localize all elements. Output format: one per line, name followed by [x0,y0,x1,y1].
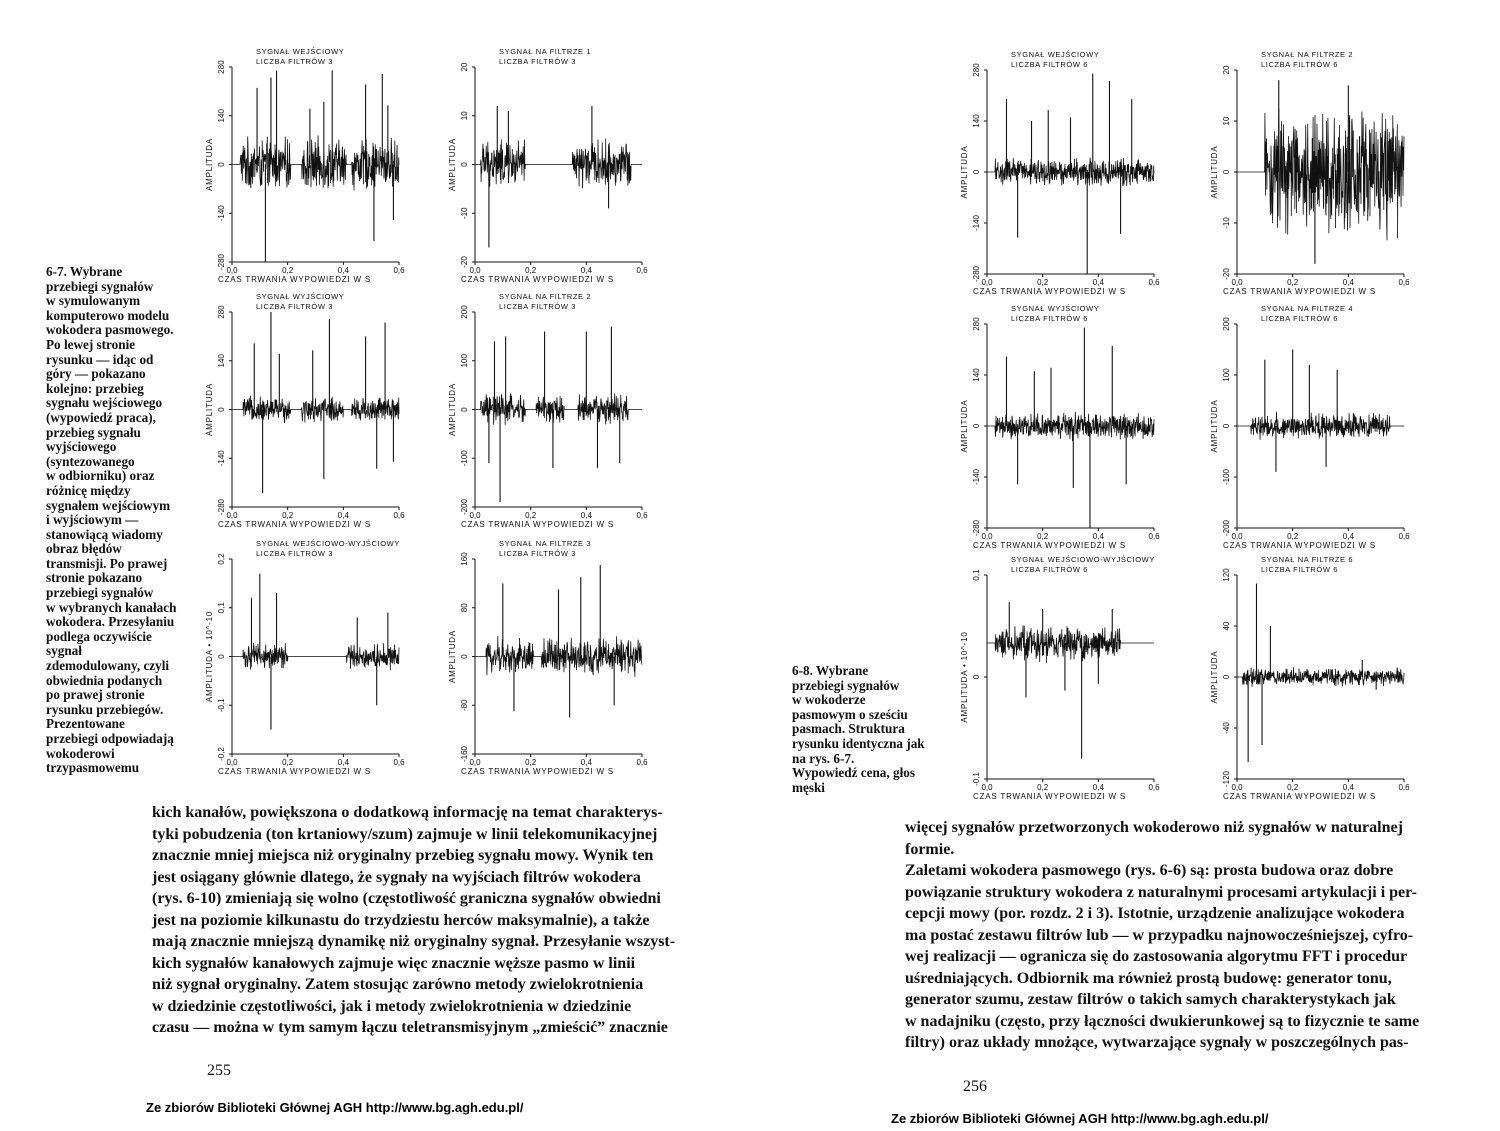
x-axis-label: CZAS TRWANIA WYPOWIEDZI W S [1223,287,1377,296]
y-axis-label: AMPLITUDA [448,630,457,683]
library-footer-right: Ze zbiorów Biblioteki Głównej AGH http://www.bg.agh.edu.pl/ [891,1111,1269,1126]
y-tick-label: -160 [460,745,469,763]
chart-title-line: LICZBA FILTRÓW 6 [1261,565,1338,574]
figure-caption-6-8: 6-8. Wybrane przebiegi sygnałów w wokoderze pasmowym o sześciu pasmach. Struktura rysunku identyczna jak na rys. 6-7. Wypowiedź cena, głos męski [792,663,925,795]
y-tick-label: 10 [1222,116,1231,126]
y-tick-label: -80 [460,699,469,712]
y-tick-label: 140 [972,368,981,382]
y-tick-label: 0 [1222,423,1231,429]
body-paragraph-right: więcej sygnałów przetworzonych wokoderowo niż sygnałów w naturalnej formie. Zaletami wokodera pasmowego (rys. 6-6) są: prosta budowa oraz dobre powiązanie struktury wokodera z naturalnymi procesami artykulacji i per- cepcji mowy (por. rozdz. 2 i 3). Istotnie, urządzenie analizujące wokodera ma postać zestawu filtrów lub — w przypadku najnowocześniejszej, cyfro- wej realizacji — ogranicza się do zastosowania algorytmu FFT i procedur uśredniających. Odbiornik ma również prostą budowę: generator tonu, generator szumu, zestaw filtrów o takich samych charakterystykach jak w nadajniku (często, przy łączności dwukierunkowej są to fizycznie te same filtry) oraz układy mnożące, wytwarzające sygnały w poszczególnych pas- [905,819,1420,1051]
y-tick-label: 0 [972,674,981,680]
y-tick-label: 0 [460,407,469,412]
x-tick-label: 0,6 [393,511,405,520]
y-tick-label: 140 [972,114,981,128]
x-tick-label: 0,6 [1398,278,1410,287]
x-tick-label: 0,4 [337,511,349,520]
chart-title-line: SYGNAŁ NA FILTRZE 3 [499,539,592,548]
x-tick-label: 0,4 [1092,783,1104,792]
chart-input-signal-3-filters [200,45,405,288]
y-tick-label: -280 [972,265,981,283]
y-tick-label: -100 [1222,468,1231,486]
y-tick-label: 0,1 [217,602,226,614]
y-tick-label: 0 [1222,674,1231,680]
y-axis-label: AMPLITUDA [448,138,457,191]
x-axis-label: CZAS TRWANIA WYPOWIEDZI W S [461,520,615,529]
chart-filter-2-signal-3-filters [443,290,648,533]
y-tick-label: 0 [460,654,469,659]
x-tick-label: 0,2 [282,758,294,767]
chart-title-line: SYGNAŁ WEJŚCIOWO-WYJŚCIOWY [256,539,400,548]
y-tick-label: -140 [972,214,981,232]
y-tick-label: 140 [217,354,226,368]
y-tick-label: 120 [1222,568,1231,582]
chart-title-line: SYGNAŁ WEJŚCIOWY [1011,50,1100,59]
x-tick-label: 0,0 [469,758,481,767]
x-tick-label: 0,0 [981,783,993,792]
chart-title-line: LICZBA FILTRÓW 6 [1261,60,1338,69]
x-tick-label: 0,4 [337,758,349,767]
right-page [750,0,1500,1131]
y-tick-label: -200 [1222,519,1231,537]
y-tick-label: -100 [460,450,469,467]
x-axis-label: CZAS TRWANIA WYPOWIEDZI W S [218,767,372,776]
chart-title-line: SYGNAŁ NA FILTRZE 4 [1261,304,1354,313]
x-axis-label: CZAS TRWANIA WYPOWIEDZI W S [461,767,615,776]
y-tick-label: 20 [460,62,469,72]
y-tick-label: 280 [972,317,981,331]
y-tick-label: 280 [217,60,226,74]
y-tick-label: -10 [460,207,469,220]
waveform-trace [232,396,399,423]
y-tick-label: -280 [972,519,981,537]
x-tick-label: 0,2 [1037,783,1049,792]
x-tick-label: 0,2 [1287,532,1299,541]
x-tick-label: 0,0 [1231,278,1243,287]
y-tick-label: -280 [217,498,226,516]
x-tick-label: 0,6 [393,266,405,275]
chart-title-line: LICZBA FILTRÓW 6 [1011,314,1088,323]
y-axis-label: AMPLITUDA [1210,650,1219,704]
x-axis-label: CZAS TRWANIA WYPOWIEDZI W S [1223,541,1377,550]
x-tick-label: 0,0 [469,266,481,275]
y-axis-label: AMPLITUDA [960,399,969,453]
x-tick-label: 0,0 [469,511,481,520]
chart-filter-1-signal-3-filters [443,45,648,288]
x-tick-label: 0,6 [1398,783,1410,792]
y-tick-label: 20 [1222,65,1231,75]
chart-difference-signal-6-filters [955,553,1160,805]
y-axis-label: AMPLITUDA • 10^-10 [960,631,969,723]
y-axis-label: AMPLITUDA [960,145,969,199]
chart-title-line: LICZBA FILTRÓW 3 [256,549,333,558]
chart-title-line: LICZBA FILTRÓW 3 [499,57,576,66]
x-tick-label: 0,6 [1148,532,1160,541]
x-tick-label: 0,4 [337,266,349,275]
chart-title-line: LICZBA FILTRÓW 6 [1261,314,1338,323]
x-tick-label: 0,6 [1398,532,1410,541]
x-tick-label: 0,6 [1148,278,1160,287]
x-tick-label: 0,4 [1342,532,1354,541]
chart-filter-4-signal-6-filters [1205,302,1410,554]
y-tick-label: 0,2 [217,553,226,565]
y-axis-label: AMPLITUDA [1210,145,1219,199]
x-tick-label: 0,2 [525,266,537,275]
y-tick-label: -20 [1222,268,1231,280]
y-tick-label: -140 [217,450,226,467]
chart-difference-signal-3-filters [200,537,405,780]
x-tick-label: 0,6 [393,758,405,767]
x-tick-label: 0,6 [636,758,648,767]
y-tick-label: 0 [217,162,226,167]
y-tick-label: 10 [460,111,469,121]
chart-input-signal-6-filters [955,48,1160,300]
y-tick-label: 160 [460,552,469,566]
x-tick-label: 0,0 [1231,783,1243,792]
chart-filter-2-signal-6-filters [1205,48,1410,300]
y-tick-label: -10 [1222,217,1231,229]
figure-caption-6-7: 6-7. Wybrane przebiegi sygnałów w symulowanym komputerowo modelu wokodera pasmowego. Po lewej stronie rysunku — idąc od góry — pokazano kolejno: przebieg sygnału wejściowego (wypowiedź praca), przebieg sygnału wyjściowego (syntezowanego w odbiorniku) oraz różnicę między sygnałem wejściowym i wyjściowym — stanowiącą wiadomy obraz błędów transmisji. Po prawej stronie pokazano przebiegi sygnałów w wybranych kanałach wokodera. Przesyłaniu podlega oczywiście sygnał zdemodulowany, czyli obwiednia podanych po prawej stronie rysunku przebiegów. Prezentowane przebiegi odpowiadają wokoderowi trzypasmowemu [46,264,177,776]
page-number-left: 255 [207,1062,231,1079]
y-tick-label: -200 [460,498,469,516]
y-tick-label: 0 [217,654,226,659]
chart-title-line: LICZBA FILTRÓW 3 [499,549,576,558]
waveform-trace [987,412,1154,441]
y-tick-label: -280 [217,253,226,271]
x-tick-label: 0,2 [1037,278,1049,287]
y-tick-label: -140 [972,468,981,486]
x-tick-label: 0,2 [525,511,537,520]
library-footer-left: Ze zbiorów Biblioteki Głównej AGH http://www.bg.agh.edu.pl/ [146,1100,524,1115]
x-tick-label: 0,0 [226,511,238,520]
chart-output-signal-3-filters [200,290,405,533]
x-tick-label: 0,0 [981,532,993,541]
x-axis-label: CZAS TRWANIA WYPOWIEDZI W S [973,541,1127,550]
y-axis-label: AMPLITUDA [448,383,457,436]
x-axis-label: CZAS TRWANIA WYPOWIEDZI W S [1223,792,1377,801]
waveform-trace [475,139,642,189]
chart-title-line: LICZBA FILTRÓW 3 [256,57,333,66]
body-paragraph-left: kich kanałów, powiększona o dodatkową informację na temat charakterys- tyki pobudzenia (ton krtaniowy/szum) zajmuje w linii telekomunikacyjnej znacznie mniej miejsca niż oryginalny przebieg sygnału mowy. Wynik ten jest osiągany głównie dlatego, że sygnały na wyjściach filtrów wokodera (rys. 6-10) zmieniają się wolno (częstotliwość graniczna sygnałów obwiedni jest na poziomie kilkunastu do trzydziestu herców maksymalnie), a także mają znacznie mniejszą dynamikę niż oryginalny sygnał. Przesyłanie wszyst- kich sygnałów kanałowych zajmuje więc znacznie węższe pasmo w linii niż sygnał oryginalny. Zatem stosując zarówno metody zwielokrotnienia w dziedzinie częstotliwości, jak i metody zwielokrotnienia w dziedzinie czasu — można w tym samym łączu teletransmisyjnym „zmieścić” znacznie [152,804,676,1036]
waveform-trace [1237,108,1404,240]
x-tick-label: 0,6 [636,511,648,520]
chart-title-line: SYGNAŁ NA FILTRZE 1 [499,47,592,56]
chart-output-signal-6-filters [955,302,1160,554]
y-tick-label: 200 [460,305,469,319]
chart-title-line: SYGNAŁ WYJŚCIOWY [256,292,345,301]
x-tick-label: 0,2 [1287,278,1299,287]
x-tick-label: 0,0 [1231,532,1243,541]
x-tick-label: 0,4 [1092,532,1104,541]
x-tick-label: 0,2 [1037,532,1049,541]
x-tick-label: 0,2 [282,511,294,520]
x-tick-label: 0,6 [636,266,648,275]
y-axis-label: AMPLITUDA [205,138,214,191]
chart-title-line: SYGNAŁ WEJŚCIOWO-WYJŚCIOWY [1011,555,1155,564]
y-tick-label: 0,1 [972,569,981,581]
x-tick-label: 0,4 [1342,278,1354,287]
x-tick-label: 0,2 [525,758,537,767]
y-axis-label: AMPLITUDA • 10^-10 [205,610,214,703]
y-tick-label: 100 [460,354,469,368]
x-axis-label: CZAS TRWANIA WYPOWIEDZI W S [973,287,1127,296]
chart-title-line: LICZBA FILTRÓW 6 [1011,60,1088,69]
y-tick-label: 0 [217,407,226,412]
y-tick-label: -40 [1222,722,1231,734]
y-tick-label: -0,1 [217,698,226,713]
x-axis-label: CZAS TRWANIA WYPOWIEDZI W S [461,275,615,284]
chart-title-line: LICZBA FILTRÓW 3 [499,302,576,311]
y-tick-label: 80 [460,603,469,613]
chart-title-line: SYGNAŁ NA FILTRZE 2 [499,292,592,301]
x-axis-label: CZAS TRWANIA WYPOWIEDZI W S [218,275,372,284]
y-tick-label: -0,1 [972,772,981,786]
waveform-trace [1237,412,1404,440]
chart-filter-6-signal-6-filters [1205,553,1410,805]
x-tick-label: 0,4 [580,511,592,520]
x-tick-label: 0,0 [981,278,993,287]
x-tick-label: 0,4 [1342,783,1354,792]
y-tick-label: -0,2 [217,747,226,761]
x-tick-label: 0,0 [226,758,238,767]
y-tick-label: 40 [1222,621,1231,631]
x-tick-label: 0,4 [580,266,592,275]
chart-title-line: LICZBA FILTRÓW 3 [256,302,333,311]
chart-title-line: SYGNAŁ NA FILTRZE 6 [1261,555,1354,564]
page-number-right: 256 [963,1078,987,1095]
waveform-trace [232,643,399,670]
chart-title-line: SYGNAŁ WYJŚCIOWY [1011,304,1100,313]
chart-title-line: SYGNAŁ WEJŚCIOWY [256,47,345,56]
x-tick-label: 0,0 [226,266,238,275]
y-axis-label: AMPLITUDA [205,383,214,436]
x-tick-label: 0,2 [1287,783,1299,792]
y-tick-label: 0 [460,162,469,167]
x-tick-label: 0,4 [580,758,592,767]
waveform-trace [987,625,1154,663]
y-tick-label: 200 [1222,317,1231,331]
x-tick-label: 0,4 [1092,278,1104,287]
x-axis-label: CZAS TRWANIA WYPOWIEDZI W S [218,520,372,529]
y-tick-label: -140 [217,205,226,222]
y-tick-label: -120 [1222,770,1231,788]
x-axis-label: CZAS TRWANIA WYPOWIEDZI W S [973,792,1127,801]
chart-title-line: LICZBA FILTRÓW 6 [1011,565,1088,574]
y-tick-label: 140 [217,109,226,123]
y-tick-label: 280 [217,305,226,319]
y-tick-label: 280 [972,63,981,77]
y-axis-label: AMPLITUDA [1210,399,1219,453]
y-tick-label: 0 [972,169,981,175]
chart-title-line: SYGNAŁ NA FILTRZE 2 [1261,50,1354,59]
y-tick-label: -20 [460,256,469,268]
y-tick-label: 0 [972,423,981,429]
x-tick-label: 0,6 [1148,783,1160,792]
x-tick-label: 0,2 [282,266,294,275]
y-tick-label: 0 [1222,169,1231,175]
chart-filter-3-signal-3-filters [443,537,648,780]
y-tick-label: 100 [1222,368,1231,382]
